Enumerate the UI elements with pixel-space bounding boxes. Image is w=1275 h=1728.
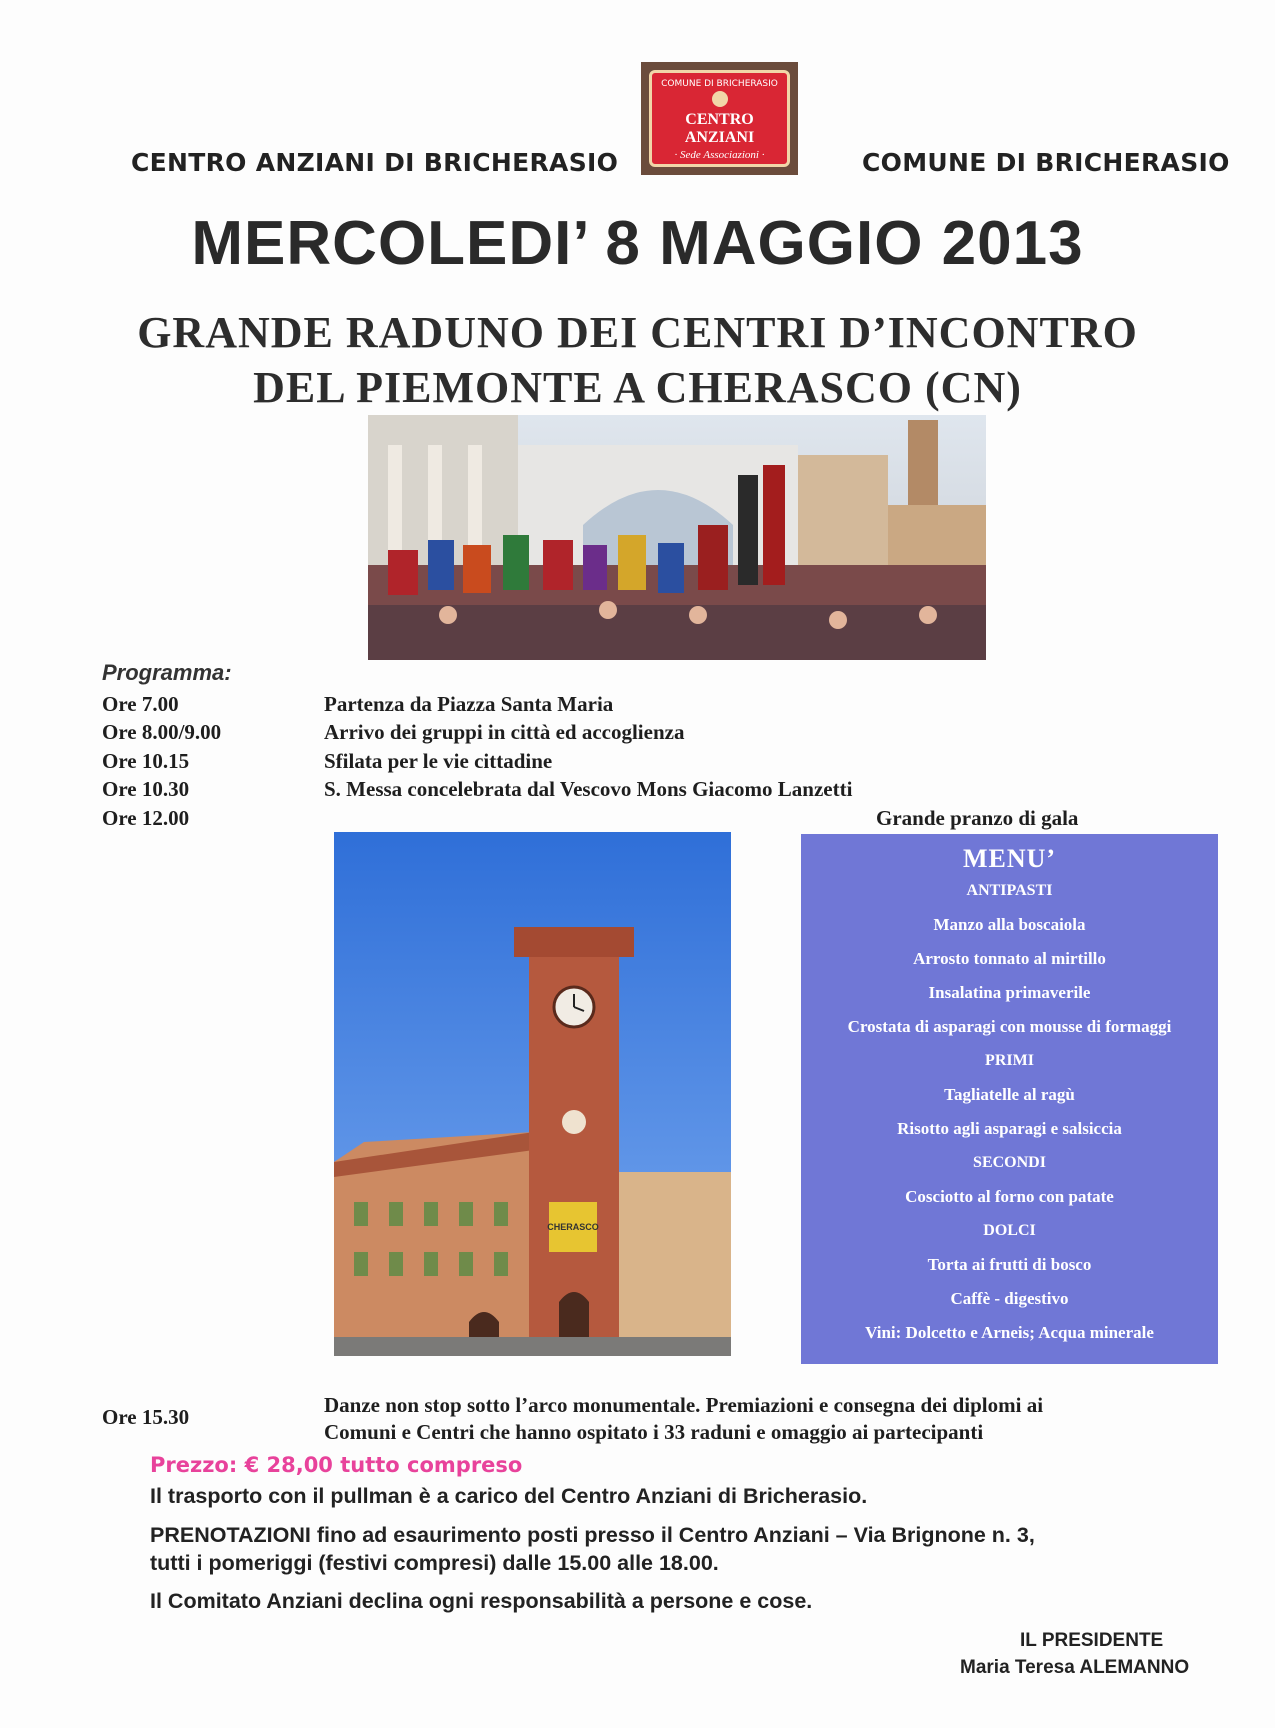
organizer-right: COMUNE DI BRICHERASIO: [862, 148, 1230, 177]
program-desc: S. Messa concelebrata dal Vescovo Mons Giacomo Lanzetti: [324, 777, 853, 801]
program-time: Ore 12.00: [102, 806, 190, 830]
logo-main-text: CENTRO ANZIANI: [684, 111, 755, 146]
gala-lunch-label: Grande pranzo di gala: [876, 806, 1079, 830]
program-desc: Arrivo dei gruppi in città ed accoglienza: [324, 720, 685, 744]
booking-line-1: PRENOTAZIONI fino ad esaurimento posti presso il Centro Anziani – Via Brignone n. 3,: [150, 1523, 1035, 1547]
event-subtitle-line-1: GRANDE RADUNO DEI CENTRI D’INCONTRO: [137, 308, 1138, 357]
menu-panel: [801, 834, 1218, 1364]
menu-dish: Caffè - digestivo: [950, 1289, 1069, 1308]
menu-dish: Crostata di asparagi con mousse di formaggi: [847, 1017, 1172, 1036]
event-date-title: MERCOLEDI’ 8 MAGGIO 2013: [191, 209, 1084, 278]
program-item: [102, 692, 1202, 720]
menu-drinks: Vini: Dolcetto e Arneis; Acqua minerale: [865, 1323, 1154, 1342]
centro-anziani-logo: [641, 62, 798, 175]
program-time: Ore 10.30: [102, 777, 190, 801]
event-subtitle-line-2: DEL PIEMONTE A CHERASCO (CN): [253, 363, 1022, 412]
program-label: Programma:: [102, 660, 232, 685]
coat-of-arms-icon: [712, 91, 728, 107]
afternoon-desc-line-2: Comuni e Centri che hanno ospitato i 33 raduni e omaggio ai partecipanti: [324, 1420, 984, 1444]
signature-role: IL PRESIDENTE: [1020, 1630, 1164, 1651]
signature-name: Maria Teresa ALEMANNO: [960, 1657, 1190, 1678]
program-time: Ore 10.15: [102, 749, 190, 773]
parade-photo: [368, 415, 986, 660]
price-label: Prezzo: € 28,00 tutto compreso: [150, 1453, 523, 1477]
menu-dish: Cosciotto al forno con patate: [905, 1187, 1114, 1206]
program-desc: Sfilata per le vie cittadine: [324, 749, 553, 773]
menu-dish: Tagliatelle al ragù: [944, 1085, 1075, 1104]
menu-section-dolci: DOLCI: [983, 1222, 1036, 1239]
program-item: [102, 749, 1202, 777]
cherasco-sign-text: CHERASCO: [547, 1222, 599, 1232]
transport-note: Il trasporto con il pullman è a carico del Centro Anziani di Bricherasio.: [150, 1484, 868, 1508]
menu-dish: Risotto agli asparagi e salsiccia: [897, 1119, 1122, 1138]
menu-dish: Insalatina primaverile: [928, 983, 1091, 1002]
afternoon-time: Ore 15.30: [102, 1405, 190, 1429]
menu-title: MENU’: [962, 844, 1057, 873]
logo-top-text: COMUNE DI BRICHERASIO: [661, 79, 778, 89]
program-time: Ore 8.00/9.00: [102, 720, 222, 744]
menu-section-antipasti: ANTIPASTI: [966, 882, 1053, 899]
menu-section-primi: PRIMI: [985, 1052, 1034, 1069]
afternoon-desc-line-1: Danze non stop sotto l’arco monumentale. Premiazioni e consegna dei diplomi ai: [324, 1393, 1044, 1417]
menu-dish: Arrosto tonnato al mirtillo: [913, 949, 1106, 968]
menu-dish: Torta ai frutti di bosco: [927, 1255, 1092, 1274]
organizer-left: CENTRO ANZIANI DI BRICHERASIO: [131, 148, 619, 177]
tower-photo: [334, 832, 731, 1356]
menu-dish: Manzo alla boscaiola: [933, 915, 1086, 934]
booking-line-2: tutti i pomeriggi (festivi compresi) dalle 15.00 alle 18.00.: [150, 1551, 719, 1575]
logo-sub-text: · Sede Associazioni ·: [674, 149, 765, 161]
disclaimer: Il Comitato Anziani declina ogni responsabilità a persone e cose.: [150, 1589, 813, 1613]
program-item: [102, 720, 1202, 748]
menu-section-secondi: SECONDI: [973, 1154, 1046, 1171]
program-time: Ore 7.00: [102, 692, 179, 716]
program-item: [102, 777, 1202, 805]
program-desc: Partenza da Piazza Santa Maria: [324, 692, 614, 716]
